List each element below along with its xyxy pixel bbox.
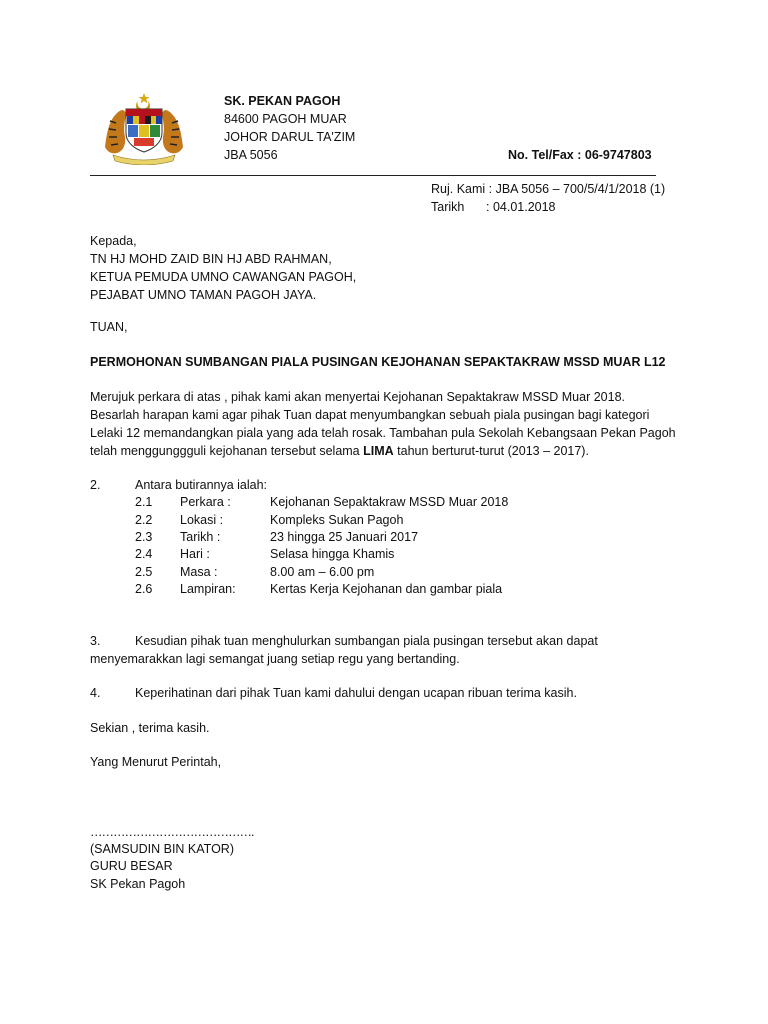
detail-number: 2.4	[135, 547, 153, 561]
detail-number: 2.3	[135, 530, 153, 544]
yang-menurut-perintah: Yang Menurut Perintah,	[90, 755, 222, 769]
paragraph-1-line-4	[90, 442, 589, 460]
detail-number: 2.6	[135, 582, 153, 596]
malaysia-coat-of-arms-icon	[101, 91, 187, 165]
paragraph-1-line-4-start: telah menggunggguli kejohanan tersebut selama	[90, 444, 364, 458]
tel-fax: No. Tel/Fax : 06-9747803	[508, 148, 652, 162]
detail-number: 2.5	[135, 565, 153, 579]
detail-label: Lokasi :	[180, 513, 224, 527]
section-3-line-2: menyemarakkan lagi semangat juang setiap regu yang bertanding.	[90, 652, 460, 666]
paragraph-1-line-4-end: tahun berturut-turut (2013 – 2017).	[393, 444, 589, 458]
signatory-school: SK Pekan Pagoh	[90, 877, 186, 891]
kepada: Kepada,	[90, 234, 137, 248]
letterhead-divider	[90, 175, 656, 176]
detail-label: Perkara :	[180, 495, 231, 509]
date-value: : 04.01.2018	[486, 200, 556, 214]
subject: PERMOHONAN SUMBANGAN PIALA PUSINGAN KEJOHANAN SEPAKTAKRAW MSSD MUAR L12	[90, 355, 666, 369]
section-4-text: Keperihatinan dari pihak Tuan kami dahului dengan ucapan ribuan terima kasih.	[135, 686, 577, 700]
school-name: SK. PEKAN PAGOH	[224, 94, 341, 108]
detail-value: 8.00 am – 6.00 pm	[270, 565, 375, 579]
section-3-number: 3.	[90, 634, 101, 648]
section-2-number: 2.	[90, 478, 101, 492]
recipient-line-2: KETUA PEMUDA UMNO CAWANGAN PAGOH,	[90, 270, 357, 284]
date-label: Tarikh	[431, 200, 465, 214]
recipient-line-1: TN HJ MOHD ZAID BIN HJ ABD RAHMAN,	[90, 252, 332, 266]
detail-label: Tarikh :	[180, 530, 221, 544]
signatory-name: (SAMSUDIN BIN KATOR)	[90, 842, 234, 856]
detail-label: Lampiran:	[180, 582, 236, 596]
detail-value: Kompleks Sukan Pagoh	[270, 513, 404, 527]
salutation: TUAN,	[90, 320, 128, 334]
address-line-2: JOHOR DARUL TA'ZIM	[224, 130, 356, 144]
detail-number: 2.2	[135, 513, 153, 527]
section-4-number: 4.	[90, 686, 101, 700]
signatory-title: GURU BESAR	[90, 859, 173, 873]
detail-number: 2.1	[135, 495, 153, 509]
detail-label: Hari :	[180, 547, 210, 561]
school-code: JBA 5056	[224, 148, 278, 162]
paragraph-1-line-2: Besarlah harapan kami agar pihak Tuan dapat menyumbangkan sebuah piala pusingan bagi kategori	[90, 408, 650, 422]
detail-label: Masa :	[180, 565, 218, 579]
detail-value: 23 hingga 25 Januari 2017	[270, 530, 419, 544]
recipient-line-3: PEJABAT UMNO TAMAN PAGOH JAYA.	[90, 288, 317, 302]
reference-number: Ruj. Kami : JBA 5056 – 700/5/4/1/2018 (1)	[431, 182, 666, 196]
signature-line: …………………………………….	[90, 825, 254, 839]
detail-value: Kejohanan Sepaktakraw MSSD Muar 2018	[270, 495, 509, 509]
paragraph-1-line-3: Lelaki 12 memandangkan piala yang ada telah rosak. Tambahan pula Sekolah Kebangsaan Pekan Pagoh	[90, 426, 676, 440]
paragraph-1-line-1: Merujuk perkara di atas , pihak kami akan menyertai Kejohanan Sepaktakraw MSSD Muar 2018.	[90, 390, 625, 404]
lima-emphasis: LIMA	[363, 444, 394, 458]
detail-value: Selasa hingga Khamis	[270, 547, 395, 561]
address-line-1: 84600 PAGOH MUAR	[224, 112, 347, 126]
sekian: Sekian , terima kasih.	[90, 721, 210, 735]
detail-value: Kertas Kerja Kejohanan dan gambar piala	[270, 582, 503, 596]
section-2-intro: Antara butirannya ialah:	[135, 478, 268, 492]
section-3-line-1: Kesudian pihak tuan menghulurkan sumbangan piala pusingan tersebut akan dapat	[135, 634, 598, 648]
